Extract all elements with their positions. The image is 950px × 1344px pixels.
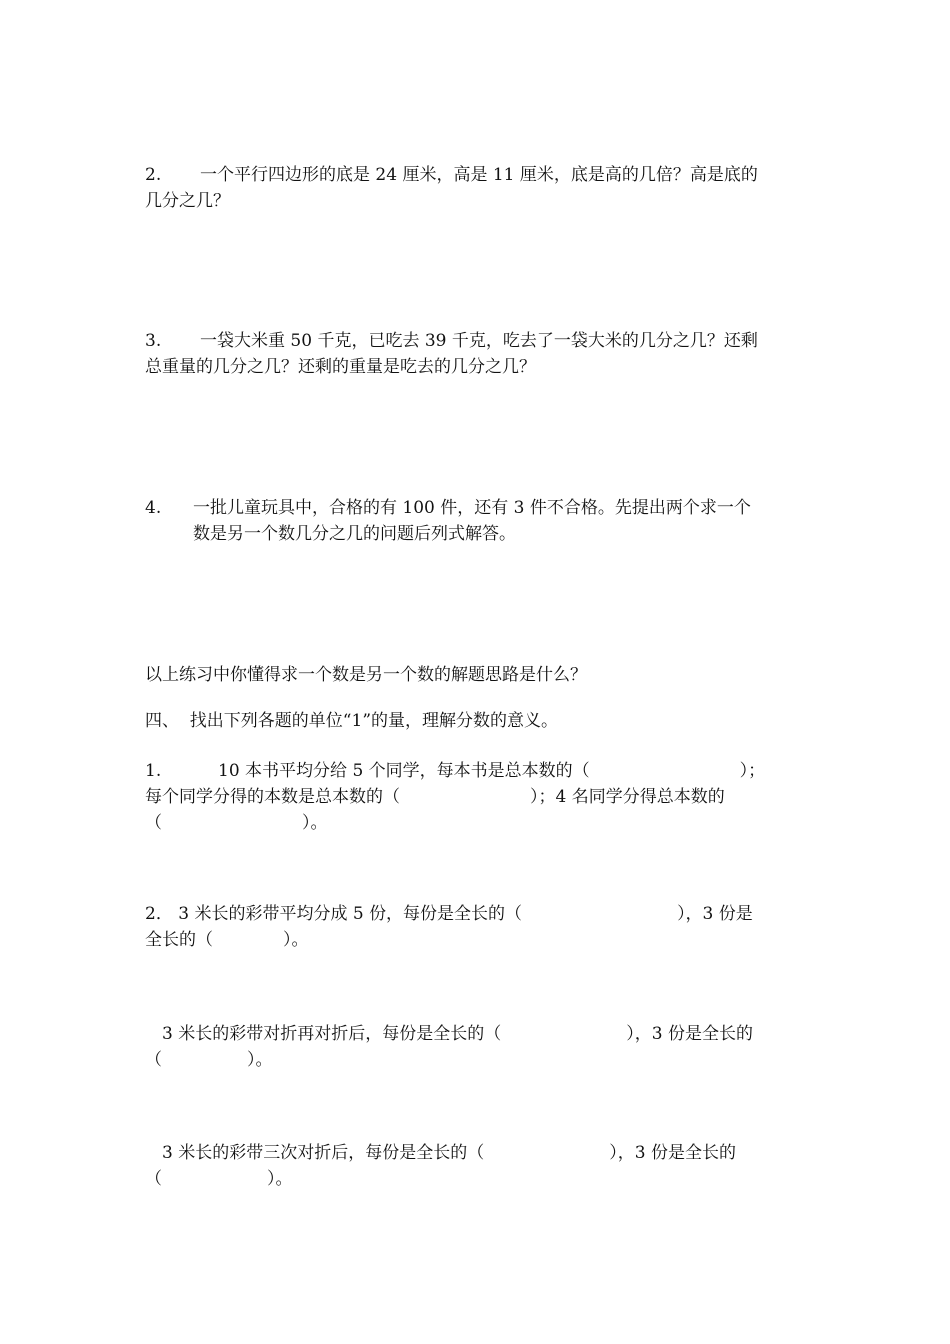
s4-q4-line-1 <box>162 1140 736 1166</box>
problem-2-line-2: 几分之几？ <box>145 191 230 211</box>
s4-q3-text-b: （ <box>145 1050 162 1070</box>
s4-q3-text-a-end: ），3 份是全长的 <box>626 1024 753 1044</box>
s4-q1-text-a: 10 本书平均分给 5 个同学，每本书是总本数的（ <box>218 761 590 781</box>
s4-q1-text-c: （ <box>145 813 162 833</box>
s4-q4-text-b-end: ）。 <box>267 1169 293 1189</box>
problem-3-line-1: 一袋大米重 50 千克，已吃去 39 千克，吃去了一袋大米的几分之几？还剩 <box>200 331 758 351</box>
s4-q1-line-3 <box>145 810 328 836</box>
s4-q1-text-a-end: ）； <box>739 761 766 781</box>
s4-q4-text-b: （ <box>145 1169 162 1189</box>
s4-q4-line-2 <box>145 1166 293 1192</box>
problem-3-number: 3. <box>145 331 162 351</box>
s4-q2-line-2 <box>145 927 309 953</box>
s4-q1-number: 1. <box>145 761 162 781</box>
s4-q2-line-1 <box>145 901 753 927</box>
reflection-question: 以上练习中你懂得求一个数是另一个数的解题思路是什么？ <box>145 665 587 685</box>
s4-q1-line-2 <box>145 784 725 810</box>
s4-q2-text-b-end: ）。 <box>283 930 309 950</box>
s4-q1-text-b-mid: ）；4 名同学分得总本数的 <box>530 787 725 807</box>
problem-4-line-1: 一批儿童玩具中，合格的有 100 件，还有 3 件不合格。先提出两个求一个 <box>193 498 751 518</box>
s4-q2-text-a: 2． 3 米长的彩带平均分成 5 份，每份是全长的（ <box>145 904 523 924</box>
problem-2-number: 2. <box>145 165 162 185</box>
s4-q3-text-a: 3 米长的彩带对折再对折后，每份是全长的（ <box>162 1024 502 1044</box>
s4-q2-text-b: 全长的（ <box>145 930 213 950</box>
s4-q1-text-b: 每个同学分得的本数是总本数的（ <box>145 787 400 807</box>
s4-q2-text-a-end: ），3 份是 <box>677 904 753 924</box>
problem-4-number: 4. <box>145 498 162 518</box>
s4-q4-text-a: 3 米长的彩带三次对折后，每份是全长的（ <box>162 1143 485 1163</box>
problem-2-line-1: 一个平行四边形的底是 24 厘米，高是 11 厘米，底是高的几倍？高是底的 <box>200 165 758 185</box>
s4-q4-text-a-end: ），3 份是全长的 <box>609 1143 736 1163</box>
s4-q1-line-1 <box>218 758 765 784</box>
s4-q3-line-1 <box>162 1021 753 1047</box>
problem-4-line-2: 数是另一个数几分之几的问题后列式解答。 <box>193 524 516 544</box>
s4-q3-text-b-end: ）。 <box>247 1050 273 1070</box>
section-4-heading: 四、 找出下列各题的单位“1”的量，理解分数的意义。 <box>145 711 559 731</box>
s4-q3-line-2 <box>145 1047 273 1073</box>
s4-q1-text-c-end: ）。 <box>302 813 328 833</box>
problem-3-line-2: 总重量的几分之几？还剩的重量是吃去的几分之几？ <box>145 357 536 377</box>
